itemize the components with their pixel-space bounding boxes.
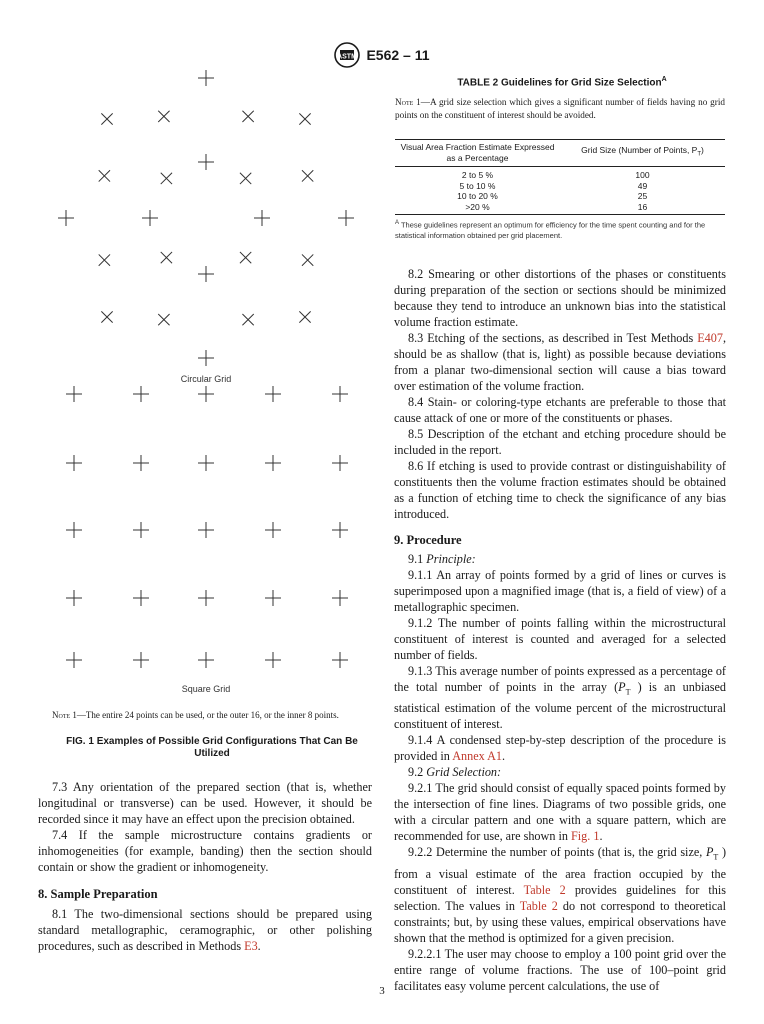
- page-number: 3: [379, 985, 385, 997]
- grid-point-mark: [234, 246, 257, 269]
- grid-point-mark: [198, 350, 214, 366]
- para-9-1-4-text: 9.1.4 A condensed step-by-step description of the procedure is provided in: [394, 733, 726, 764]
- para-9-2: [394, 764, 726, 780]
- table-2: [395, 139, 725, 215]
- grid-point-mark: [254, 210, 270, 226]
- grid-point-mark: [66, 652, 82, 668]
- grid-point-mark: [198, 70, 214, 86]
- para-9-1-2: 9.1.2 The number of points falling within the microstructural constituent of interest is counted and averaged for a selected number of fields.: [394, 616, 726, 662]
- para-9-2-2-mid2: provides guidelines for this selection. The values in: [394, 882, 726, 913]
- para-9-1-3-var: P: [618, 680, 626, 694]
- grid-point-mark: [338, 210, 354, 226]
- grid-point-mark: [332, 386, 348, 402]
- grid-point-mark: [66, 590, 82, 606]
- grid-point-mark: [133, 652, 149, 668]
- link-e3[interactable]: E3: [244, 939, 258, 953]
- link-annex-a1[interactable]: Annex A1: [452, 749, 502, 764]
- table-2-note-lead: Note 1: [395, 97, 421, 107]
- table-2-footnote-sup: A: [395, 220, 400, 226]
- document-id: E562 – 11: [366, 47, 430, 63]
- para-9-1-title: Principle:: [426, 552, 476, 566]
- para-7-3: 7.3 Any orientation of the prepared section (that is, whether longitudinal or transverse) can be used. However, it should be recorded since it may have an effect upon the precision obtained.: [38, 780, 372, 826]
- section-9-heading: 9. Procedure: [394, 533, 462, 547]
- grid-point-mark: [133, 522, 149, 538]
- grid-point-mark: [66, 455, 82, 471]
- left-column: [38, 779, 372, 954]
- para-8-3-text: 8.3 Etching of the sections, as described in Test Methods: [408, 331, 698, 345]
- grid-point-mark: [237, 308, 260, 331]
- table-row: [395, 202, 725, 215]
- circular-grid-label: Circular Grid: [180, 374, 232, 384]
- grid-point-mark: [265, 455, 281, 471]
- para-9-2-2-var: P: [705, 845, 714, 860]
- grid-point-mark: [66, 522, 82, 538]
- grid-point-mark: [265, 386, 281, 402]
- table-2-title-sup: A: [661, 76, 667, 83]
- svg-text:ASTM: ASTM: [337, 53, 358, 61]
- table-2-header-col1: Visual Area Fraction Estimate Expressed as a Percentage: [395, 140, 560, 167]
- grid-point-mark: [142, 210, 158, 226]
- para-8-1: [38, 906, 372, 954]
- grid-point-mark: [198, 590, 214, 606]
- grid-point-mark: [294, 108, 317, 131]
- para-9-2-1-text: 9.2.1 The grid should consist of equally spaced points formed by the intersection of fine lines. Diagrams of two possible grids, one with a circular pattern and one with a square pattern, which are recommended for use, are shown in: [394, 781, 726, 844]
- para-9-2-2-end: do not correspond to theoretical constraints; but, by using these values, empirical observations have shown that the method is optimized for a given precision.: [394, 898, 726, 945]
- grid-point-mark: [93, 165, 116, 188]
- figure-note: [52, 709, 372, 721]
- grid-point-mark: [96, 306, 119, 329]
- para-9-1-3-sub: T: [625, 687, 631, 697]
- table-cell: 49: [637, 180, 648, 191]
- grid-point-mark: [198, 455, 214, 471]
- grid-point-mark: [234, 167, 257, 190]
- para-9-1-4-end: .: [502, 749, 506, 764]
- para-8-2: 8.2 Smearing or other distortions of the phases or constituents during preparation of the section or sections should be minimized because they tend to introduce an unknown bias into the statistical volume fraction estimate.: [394, 267, 726, 329]
- grid-point-mark: [198, 266, 214, 282]
- para-9-2-title: Grid Selection:: [426, 765, 502, 780]
- grid-point-mark: [66, 386, 82, 402]
- table-2-title-text: TABLE 2 Guidelines for Grid Size Selection: [457, 77, 662, 89]
- page-header: [0, 42, 764, 68]
- grid-point-mark: [198, 386, 214, 402]
- para-8-4: 8.4 Stain- or coloring-type etchants are preferable to those that cause attack of one or more of the constituents or phases.: [394, 395, 726, 425]
- link-fig-1[interactable]: Fig. 1: [571, 829, 600, 844]
- table-row: [395, 181, 725, 192]
- table-2-header-col2-end: ): [701, 145, 704, 156]
- table-2-title: [395, 76, 729, 88]
- para-9-2-2-sub: T: [713, 852, 719, 862]
- grid-point-mark: [58, 210, 74, 226]
- square-grid: [66, 386, 348, 668]
- grid-point-mark: [96, 108, 119, 131]
- figure-title: FIG. 1 Examples of Possible Grid Configurations That Can Be Utilized: [66, 736, 358, 759]
- grid-point-mark: [332, 522, 348, 538]
- figure-note-text: —The entire 24 points can be used, or the outer 16, or the inner 8 points.: [76, 710, 339, 720]
- grid-point-mark: [153, 105, 176, 128]
- para-7-4: 7.4 If the sample microstructure contains gradients or inhomogeneities (for example, banding) then the section should contain or show the gradient or inhomogeneity.: [38, 828, 372, 874]
- para-9-2-2-text: 9.2.2 Determine the number of points (that is, the grid size,: [408, 845, 706, 860]
- table-row: [395, 191, 725, 202]
- grid-point-mark: [93, 249, 116, 272]
- grid-figure: [40, 70, 380, 700]
- para-9-2-2-mid: ) from a visual estimate of the area fraction occupied by the constituent of interest.: [394, 845, 726, 897]
- grid-point-mark: [265, 652, 281, 668]
- para-9-2-2-1: 9.2.2.1 The user may choose to employ a 100 point grid over the entire range of volume fractions. The use of 100–point grid facilitates easy volume percent calculations, the use of: [394, 946, 726, 993]
- grid-point-mark: [198, 652, 214, 668]
- table-cell: 16: [560, 202, 725, 215]
- table-2-footnote: [395, 218, 725, 241]
- grid-point-mark: [332, 590, 348, 606]
- table-cell: >20 %: [395, 202, 560, 215]
- para-8-3: [394, 330, 726, 394]
- grid-point-mark: [332, 455, 348, 471]
- grid-point-mark: [133, 386, 149, 402]
- grid-point-mark: [198, 154, 214, 170]
- table-cell: 5 to 10 %: [459, 180, 496, 191]
- para-8-3-end: , should be as shallow (that is, light) as possible because deviations from a planar two-dimensional section will cause a bias toward over estimation of the volume fraction.: [394, 331, 726, 393]
- table-2-header-col2-text: Grid Size (Number of Points, P: [581, 145, 698, 156]
- para-9-2-1: [394, 780, 726, 844]
- grid-point-mark: [198, 522, 214, 538]
- para-8-5: 8.5 Description of the etchant and etching procedure should be included in the report.: [394, 427, 726, 457]
- square-grid-label: Square Grid: [181, 684, 231, 694]
- grid-point-mark: [296, 249, 319, 272]
- grid-point-mark: [265, 590, 281, 606]
- table-2-header-col2: [560, 140, 725, 167]
- grid-point-mark: [294, 306, 317, 329]
- table-row: [395, 167, 725, 181]
- grid-point-mark: [332, 652, 348, 668]
- grid-point-mark: [155, 167, 178, 190]
- para-8-6: 8.6 If etching is used to provide contrast or distinguishability of constituents then the volume fraction estimates should be obtained as a function of etching time to check the significance of any bias introduced.: [394, 459, 726, 521]
- grid-point-mark: [296, 165, 319, 188]
- section-8-heading: 8. Sample Preparation: [38, 887, 158, 901]
- table-2-footnote-text: These guidelines represent an optimum for efficiency for the time spent counting and for the statistical information obtained per grid placement.: [395, 220, 706, 240]
- table-cell: 10 to 20 %: [457, 191, 498, 201]
- grid-point-mark: [265, 522, 281, 538]
- table-2-note-text: —A grid size selection which gives a significant number of fields having no grid points on the constituent of interest should be avoided.: [395, 97, 725, 120]
- para-9-1-3-end: ) is an unbiased statistical estimation of the volume percent of the microstructural constituent of interest.: [394, 680, 726, 732]
- grid-point-mark: [237, 105, 260, 128]
- table-cell: 2 to 5 %: [461, 170, 494, 180]
- right-column: [394, 266, 726, 994]
- para-9-2-num: 9.2: [408, 765, 427, 780]
- grid-point-mark: [155, 246, 178, 269]
- para-9-1-num: 9.1: [408, 552, 427, 566]
- para-9-1-4: [394, 732, 726, 764]
- grid-point-mark: [133, 455, 149, 471]
- table-2-note: [395, 96, 725, 122]
- para-9-1-1: 9.1.1 An array of points formed by a grid of lines or curves is superimposed upon a magnified image (that is, a field of view) of a metallographic specimen.: [394, 568, 726, 614]
- table-2-header-col2-sub: T: [697, 151, 702, 158]
- astm-logo-icon: [334, 42, 360, 68]
- para-9-1-3-text: 9.1.3 This average number of points expressed as a percentage of the total number of points in the array (: [394, 664, 726, 694]
- table-cell: 25: [637, 191, 648, 201]
- para-9-2-1-end: .: [599, 829, 603, 844]
- figure-note-lead: Note 1: [52, 710, 77, 720]
- para-8-1-end: .: [257, 939, 261, 953]
- para-9-1-3: [394, 663, 726, 732]
- para-8-1-text: 8.1 The two-dimensional sections should be prepared using standard metallographic, ceramographic, or other polishing procedures, such as described in Methods: [38, 907, 372, 953]
- link-e407[interactable]: E407: [697, 331, 723, 345]
- link-table-2[interactable]: Table 2: [523, 882, 566, 897]
- para-9-1: [394, 551, 726, 567]
- circular-grid: [58, 70, 354, 366]
- grid-point-mark: [133, 590, 149, 606]
- grid-point-mark: [153, 308, 176, 331]
- para-9-2-2: [394, 844, 726, 945]
- link-table-2[interactable]: Table 2: [519, 898, 558, 913]
- table-cell: 100: [635, 170, 650, 180]
